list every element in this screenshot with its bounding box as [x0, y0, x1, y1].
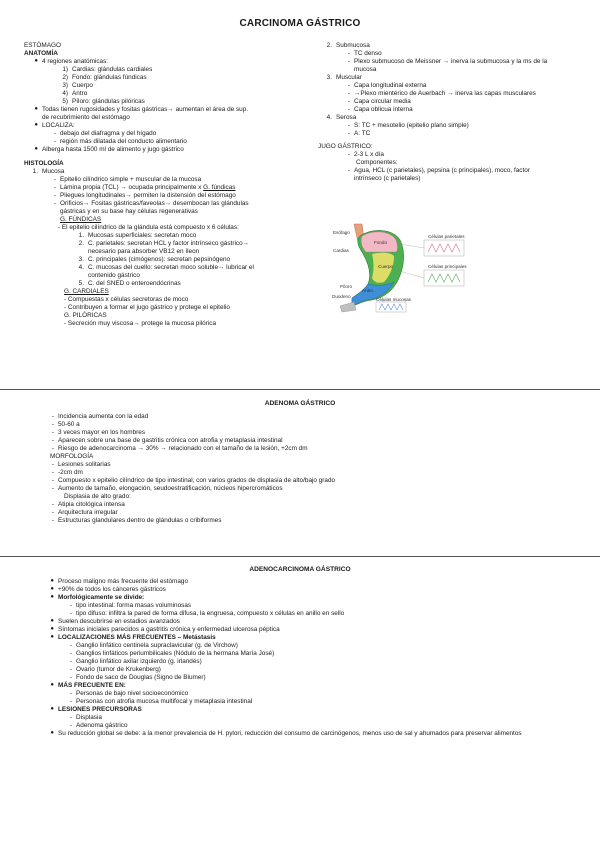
- list-item: - Capa oblicua interna: [347, 106, 413, 113]
- heading-jugo-gastrico: JUGO GÁSTRICO:: [318, 143, 373, 150]
- fundicas-intro: - El epitelio cilíndrico de la glándula está compuesto x 6 células:: [58, 224, 239, 231]
- list-item: ● MÁS FRECUENTE EN:: [50, 682, 126, 689]
- list-item: 4. Serosa: [326, 114, 357, 121]
- list-item: - tipo intestinal: forma masas voluminosas: [69, 602, 192, 609]
- adenocarcinoma-section: [40, 578, 580, 738]
- list-item: - Arquitectura irregular: [51, 509, 118, 516]
- list-item: - -2cm dm: [51, 469, 83, 476]
- list-item: - Compuestas x células secretoras de moco: [64, 296, 189, 303]
- label-piloro: Píloro: [340, 284, 353, 289]
- list-item: 1) Cardias: glándulas cardiales: [62, 66, 153, 73]
- subheading-g-piloricas: G. PILÓRICAS: [64, 312, 107, 319]
- list-item: - tipo difuso: infiltra la pared de forma difusa, la engruesa, compuesto x células en anillo en sello: [69, 610, 345, 617]
- list-item: - Personas con atrofia mucosa multifocal y metaplasia intestinal: [69, 698, 253, 705]
- adenoma-section: [40, 413, 580, 525]
- list-item: ● LOCALIZACIONES MÁS FRECUENTES – Metástasis: [50, 634, 216, 641]
- duodenum-shape: [340, 302, 356, 312]
- label-fondo: Fondo: [374, 240, 388, 245]
- list-item: - →Plexo mientérico de Auerbach → inerva las capas musculares: [347, 90, 536, 97]
- label-cardias: Cardias: [333, 248, 349, 253]
- label-celulas-parietales: Células parietales: [428, 234, 465, 239]
- list-item: 1. Mucosas superficiales: secretan moco: [78, 232, 197, 239]
- list-item: 3) Cuerpo: [62, 82, 93, 89]
- list-item: - Ganglio linfático centinela supraclavicular (g. de Virchow): [69, 642, 238, 649]
- left-column: [24, 42, 302, 328]
- list-item: - Riesgo de adenocarcinoma → 30% → relacionado con el tamaño de la lesión, +2cm dm: [51, 445, 308, 452]
- list-item: 5) Píloro: glándulas pilóricas: [62, 98, 145, 105]
- label-duodeno: Duodeno: [332, 294, 351, 299]
- list-item: - Compuesto x epitelio cilíndrico de tipo intestinal, con varios grados de displasia de alto/bajo grado: [51, 477, 336, 484]
- list-item: - A: TC: [347, 130, 371, 137]
- list-item: - Ganglio linfático axilar izquierdo (g. irlandés): [69, 658, 202, 665]
- list-item: - Capa circular media: [347, 98, 411, 105]
- list-item: ● Alberga hasta 1500 ml de alimento y jugo gástrico: [34, 146, 184, 153]
- list-item: ● Síntomas iniciales parecidos a gastritis crónica y enfermedad ulcerosa péptica: [50, 626, 280, 633]
- componentes-label: Componentes:: [356, 159, 398, 166]
- list-item: ● Todas tienen rugosidades y fositas gástricas→ aumentan el área de sup. de recubrimiento del estómago: [34, 106, 249, 121]
- stomach-diagram: [332, 222, 482, 314]
- list-item: - Personas de bajo nivel socioeconómico: [69, 690, 189, 697]
- list-item: - Estructuras glandulares dentro de glándulas o cribiformes: [51, 517, 222, 524]
- list-item: 2. C. parietales: secretan HCL y factor intrínseco gástrico→ necesario para absorber VB12 en íleon: [78, 240, 250, 255]
- label-celulas-mucosas: Células mucosas: [376, 297, 411, 302]
- label-celulas-principales: Células principales: [428, 264, 467, 269]
- list-item: ● +90% de todos los cánceres gástricos: [50, 586, 166, 593]
- list-item: ● Proceso maligno más frecuente del estómago: [50, 578, 189, 585]
- list-item: - Capa longitudinal externa: [347, 82, 427, 89]
- divider: [0, 556, 600, 557]
- list-item: - debajo del diafragma y del hígado: [53, 130, 157, 137]
- list-item: - Ganglios linfáticos periumbilicales (Nódulo de la hermana María José): [69, 650, 275, 657]
- list-item: 4) Antro: [62, 90, 88, 97]
- list-item: ● Su reducción global se debe: a la menor prevalencia de H. pylori, reducción del consumo de carcinógenos, menos uso de sal y ahumados para preservar alimentos: [50, 730, 522, 737]
- list-item: - Atipia citológica intensa: [51, 501, 125, 508]
- list-item: 4. C. mucosas del cuello: secretan moco soluble→ lubricar el contenido gástrico: [78, 264, 254, 279]
- adenoma-title: ADENOMA GÁSTRICO: [264, 400, 336, 407]
- list-item: - Plexo submucoso de Meissner → inerva la submucosa y la ms de la mucosa: [347, 58, 548, 73]
- list-item: ● Morfológicamente se divide:: [50, 594, 145, 601]
- list-item: 3. C. principales (cimógenos): secretan pepsinógeno: [78, 256, 231, 263]
- list-item: - Aparecen sobre una base de gastritis crónica con atrofia y metaplasia intestinal: [51, 437, 283, 444]
- heading-histologia: HISTOLOGÍA: [24, 160, 64, 167]
- subheading-g-cardiales: G. CARDIALES: [64, 288, 109, 295]
- list-item: - región más dilatada del conducto alimentario: [53, 138, 187, 145]
- list-item: 5. C. del SNED o enteroendócrinas: [78, 280, 181, 287]
- list-item: - Contribuyen a formar el jugo gástrico y protege el epitelio: [64, 304, 230, 311]
- divider: [0, 389, 600, 390]
- list-item: - Epitelio cilíndrico simple + muscular de la mucosa: [53, 176, 202, 183]
- list-item: 3. Muscular: [326, 74, 362, 81]
- list-item: 1. Mucosa: [32, 168, 65, 175]
- adenocarcinoma-title: ADENOCARCINOMA GÁSTRICO: [249, 566, 351, 573]
- label-antro: Antro: [362, 288, 373, 293]
- displasia-heading: Displasia de alto grado:: [64, 493, 131, 500]
- list-item: ● LESIONES PRECURSORAS: [50, 706, 142, 713]
- list-item: 2) Fondo: glándulas fúndicas: [62, 74, 147, 81]
- list-item: - 3 veces mayor en los hombres: [51, 429, 146, 436]
- list-item: - S: TC + mesotelio (epitelio plano simple): [347, 122, 469, 129]
- heading-anatomia: ANATOMÍA: [24, 50, 58, 57]
- list-item: - Orificios→ Fositas gástricas/faveolas→ desembocan las glándulas gástricas y en su base hay células regenerativas: [53, 200, 249, 215]
- list-item: - Pliegues longitudinales→ permiten la distensión del estómago: [53, 192, 236, 199]
- label-cuerpo: Cuerpo: [378, 264, 394, 269]
- list-item: - 50-60 a: [51, 421, 80, 428]
- list-item: - Incidencia aumenta con la edad: [51, 413, 149, 420]
- list-item: ● Suelen descubrirse en estadios avanzados: [50, 618, 180, 625]
- list-item: - Aumento de tamaño, elongación, seudoestratificación, núcleos hipercromáticos: [51, 485, 283, 492]
- heading-estomago: ESTÓMAGO: [24, 42, 61, 49]
- list-item: - Lesiones solitarias: [51, 461, 111, 468]
- list-item: - 2-3 L x día: [347, 151, 384, 158]
- adenoma-morfologia-heading: MORFOLOGÍA: [50, 453, 94, 460]
- list-item: - Agua, HCL (c parietales), pepsina (c principales), moco, factor intrínseco (c parietales): [347, 167, 530, 182]
- label-esofago: Esófago: [333, 230, 350, 235]
- list-item: - Fondo de saco de Douglas (Signo de Blumer): [69, 674, 206, 681]
- list-item: ● 4 regiones anatómicas:: [34, 58, 109, 65]
- list-item: - Secreción muy viscosa→ protege la mucosa pilórica: [64, 320, 217, 327]
- list-item: - Lámina propia (TCL) → ocupada principalmente x G. fúndicas: [53, 184, 236, 191]
- list-item: ● LOCALIZA:: [34, 122, 75, 129]
- list-item: - Ovario (tumor de Krukenberg): [69, 666, 161, 673]
- list-item: - Adenoma gástrico: [69, 722, 128, 729]
- subheading-g-fundicas: G. FÚNDICAS: [60, 216, 102, 223]
- list-item: 2. Submucosa: [326, 42, 370, 49]
- list-item: - TC denso: [347, 50, 382, 57]
- page-title: CARCINOMA GÁSTRICO: [239, 18, 361, 29]
- right-column: [318, 42, 580, 183]
- list-item: - Displasia: [69, 714, 102, 721]
- glandulas-fundicas-link: G. fúndicas: [203, 184, 236, 191]
